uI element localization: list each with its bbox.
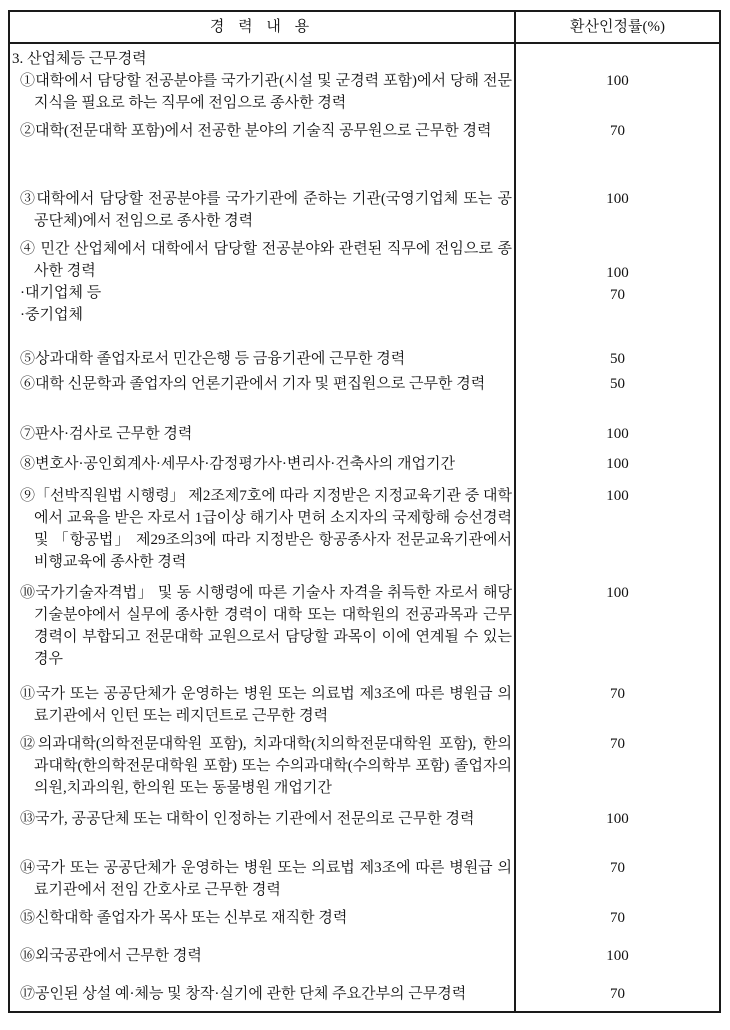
career-item-8 xyxy=(12,453,512,475)
item-number: ⑧ xyxy=(20,456,36,472)
item-number: ③ xyxy=(20,191,37,207)
item-number: ⑪ xyxy=(20,686,37,702)
item-number: ④ xyxy=(20,241,36,257)
item-text: 「선박직원법 시행령」 제2조제7호에 따라 지정받은 지정교육기관 중 대학에서 교육을 받은 자로서 1급이상 해기사 면허 소지자의 국제항해 승선경력 및 「항공법」 제29조의3에 따라 지정받은 항공종사자 전문교육기관에서 비행교육에 종사한 경력 xyxy=(34,488,512,570)
career-item-15 xyxy=(12,907,512,929)
rate-value-4b: 70 xyxy=(610,287,625,303)
item-text: 상과대학 졸업자로서 민간은행 등 금융기관에 근무한 경력 xyxy=(35,351,406,367)
career-item-2 xyxy=(12,120,512,142)
career-item-10 xyxy=(12,582,512,670)
sub-item-large-company: ·대기업체 등 xyxy=(20,285,102,301)
item-text: 대학(전문대학 포함)에서 전공한 분야의 기술직 공무원으로 근무한 경력 xyxy=(35,123,492,139)
rate-value-8: 100 xyxy=(606,456,629,472)
career-item-12 xyxy=(12,733,512,799)
item-text: 국가 또는 공공단체가 운영하는 병원 또는 의료법 제3조에 따른 병원급 의료기관에서 전임 간호사로 근무한 경력 xyxy=(34,860,512,898)
rate-value-3: 100 xyxy=(606,191,629,207)
career-item-13 xyxy=(12,808,512,830)
rate-value-13: 100 xyxy=(606,811,629,827)
rate-value-11: 70 xyxy=(610,686,625,702)
item-text: 판사·검사로 근무한 경력 xyxy=(35,426,193,442)
item-text: 외국공관에서 근무한 경력 xyxy=(35,948,202,964)
item-text: 국가기술자격법」 및 동 시행령에 따른 기술사 자격을 취득한 자로서 해당 기술분야에서 실무에 종사한 경력이 대학 또는 대학원의 전공과목과 근무경력이 부합되고 전문대학 교원으로서 담당할 과목이 이에 연계될 수 있는 경우 xyxy=(34,585,512,667)
career-item-14 xyxy=(12,857,512,901)
item-number: ⑥ xyxy=(20,376,36,392)
item-text: 민간 산업체에서 대학에서 담당할 전공분야와 관련된 직무에 전임으로 종사한 경력 xyxy=(34,241,512,279)
rate-column xyxy=(516,44,719,1011)
item-text: 공인된 상설 예·체능 및 창작·실기에 관한 단체 주요간부의 근무경력 xyxy=(35,986,467,1002)
career-item-3 xyxy=(12,188,512,232)
rate-value-9: 100 xyxy=(606,488,629,504)
item-text: 대학에서 담당할 전공분야를 국가기관에 준하는 기관(국영기업체 또는 공공단체)에서 전임으로 종사한 경력 xyxy=(34,191,512,229)
career-item-4 xyxy=(12,238,512,326)
rate-value-16: 100 xyxy=(606,948,629,964)
item-number: ⑭ xyxy=(20,860,37,876)
col-header-conversion-rate: 환산인정률(%) xyxy=(570,19,665,35)
table-header-row xyxy=(10,12,719,44)
rate-value-5: 50 xyxy=(610,351,625,367)
item-text: 대학 신문학과 졸업자의 언론기관에서 기자 및 편집원으로 근무한 경력 xyxy=(35,376,486,392)
rate-value-15: 70 xyxy=(610,910,625,926)
career-item-1 xyxy=(12,70,512,114)
rate-value-7: 100 xyxy=(606,426,629,442)
rate-value-14: 70 xyxy=(610,860,625,876)
item-number: ⑫ xyxy=(20,736,38,752)
career-item-11 xyxy=(12,683,512,727)
rate-value-17: 70 xyxy=(610,986,625,1002)
item-number: ⑰ xyxy=(20,986,36,1002)
item-text: 의과대학(의학전문대학원 포함), 치과대학(치의학전문대학원 포함), 한의과대학(한의학전문대학원 포함) 또는 수의과대학(수의학부 포함) 졸업자의 의원,치과의원, 한의원 또는 동물병원 개업기간 xyxy=(34,736,512,796)
item-text: 국가 또는 공공단체가 운영하는 병원 또는 의료법 제3조에 따른 병원급 의료기관에서 인턴 또는 레지던트로 근무한 경력 xyxy=(34,686,512,724)
rate-value-10: 100 xyxy=(606,585,629,601)
item-text: 변호사·공인회계사·세무사·감정평가사·변리사·건축사의 개업기간 xyxy=(35,456,455,472)
rate-value-1: 100 xyxy=(606,73,629,89)
rate-value-6: 50 xyxy=(610,376,625,392)
item-number: ⑨ xyxy=(20,488,36,504)
career-item-17 xyxy=(12,983,512,1005)
career-item-16 xyxy=(12,945,512,967)
career-item-5 xyxy=(12,348,512,370)
item-number: ⑩ xyxy=(20,585,36,601)
item-number: ① xyxy=(20,73,36,89)
item-text: 국가, 공공단체 또는 대학이 인정하는 기관에서 전문의로 근무한 경력 xyxy=(35,811,475,827)
sub-item-medium-company: ·중기업체 xyxy=(20,307,83,323)
col-header-career-content: 경 력 내 용 xyxy=(10,12,516,42)
table-body xyxy=(10,44,719,1011)
item-number: ② xyxy=(20,123,36,139)
career-recognition-table xyxy=(8,10,721,1013)
career-item-9 xyxy=(12,485,512,573)
item-number: ⑤ xyxy=(20,351,36,367)
career-item-6 xyxy=(12,373,512,395)
section-title: 3. 산업체등 근무경력 xyxy=(12,51,147,67)
item-number: ⑮ xyxy=(20,910,36,926)
item-number: ⑯ xyxy=(20,948,36,964)
item-text: 신학대학 졸업자가 목사 또는 신부로 재직한 경력 xyxy=(35,910,348,926)
rate-value-2: 70 xyxy=(610,123,625,139)
item-text: 대학에서 담당할 전공분야를 국가기관(시설 및 군경력 포함)에서 당해 전문지식을 필요로 하는 직무에 전임으로 종사한 경력 xyxy=(34,73,512,111)
rate-value-12: 70 xyxy=(610,736,625,752)
career-item-7 xyxy=(12,423,512,445)
item-number: ⑬ xyxy=(20,811,36,827)
rate-value-4a: 100 xyxy=(606,265,629,281)
item-number: ⑦ xyxy=(20,426,36,442)
career-content-column xyxy=(10,44,516,1011)
